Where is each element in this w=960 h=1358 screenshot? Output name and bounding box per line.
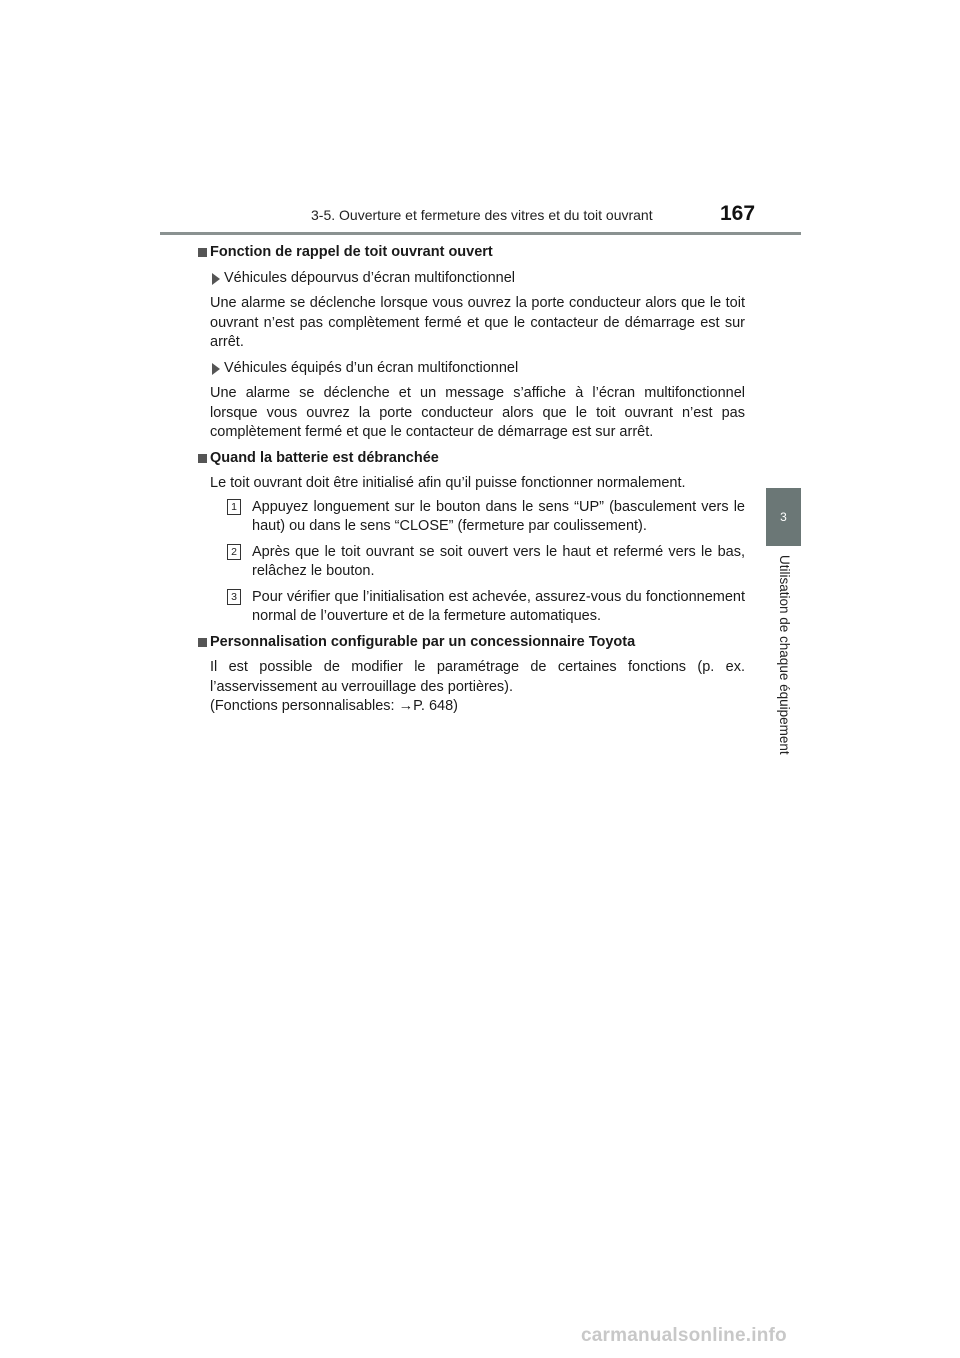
step-text: Après que le toit ouvrant se soit ouvert vers le haut et refermé vers le bas, relâchez le bouton.: [252, 543, 745, 579]
paragraph: Une alarme se déclenche et un message s’affiche à l’écran multifonctionnel lorsque vous ouvrez la porte conducteur alors que le toit ouvrant n’est pas complètement fermé et que le contacteur de démarrage est sur arrêt.: [210, 385, 745, 440]
header-rule: [160, 232, 801, 235]
page-reference[interactable]: (Fonctions personnalisables: →P. 648): [210, 698, 458, 714]
sub-heading-no-display: [210, 269, 745, 289]
section-title: 3-5. Ouverture et fermeture des vitres et du toit ouvrant: [311, 207, 653, 223]
step-number-box: 1: [227, 499, 241, 515]
paragraph: Le toit ouvrant doit être initialisé afin qu’il puisse fonctionner normalement.: [210, 475, 686, 491]
sub-heading-text: Véhicules équipés d’un écran multifonctionnel: [224, 359, 519, 376]
paragraph: Il est possible de modifier le paramétrage de certaines fonctions (p. ex. l’asservissement au verrouillage des portières).: [210, 659, 745, 695]
triangle-bullet-icon: [212, 363, 220, 375]
chapter-number: 3: [780, 510, 787, 524]
step-item: [210, 543, 745, 582]
step-text: Appuyez longuement sur le bouton dans le sens “UP” (basculement vers le haut) ou dans le sens “CLOSE” (fermeture par coulissement).: [252, 498, 745, 534]
watermark-logo: carmanualsonline.info: [581, 1325, 787, 1346]
chapter-tab[interactable]: [766, 488, 801, 546]
section-heading-sunroof-reminder: [210, 243, 745, 263]
sub-heading-text: Véhicules dépourvus d’écran multifonctionnel: [224, 269, 515, 286]
heading-text: Personnalisation configurable par un concessionnaire Toyota: [210, 633, 636, 650]
section-heading-battery: [210, 449, 745, 469]
paragraph: Une alarme se déclenche lorsque vous ouvrez la porte conducteur alors que le toit ouvrant n’est pas complètement fermé et que le contacteur de démarrage est sur arrêt.: [210, 295, 745, 350]
step-number-box: 2: [227, 544, 241, 560]
page-content: [210, 243, 745, 723]
heading-text: Quand la batterie est débranchée: [210, 449, 439, 466]
square-bullet-icon: [198, 248, 207, 257]
heading-text: Fonction de rappel de toit ouvrant ouvert: [210, 244, 493, 260]
sub-heading-with-display: [210, 359, 745, 379]
step-number-box: 3: [227, 589, 241, 605]
section-heading-customization: [210, 633, 745, 653]
chapter-label: Utilisation de chaque équipement: [777, 555, 792, 755]
square-bullet-icon: [198, 638, 207, 647]
square-bullet-icon: [198, 454, 207, 463]
step-text: Pour vérifier que l’initialisation est achevée, assurez-vous du fonctionnement normal de l’ouverture et de la fermeture automatiques.: [252, 588, 745, 624]
step-item: [210, 588, 745, 627]
step-item: [210, 498, 745, 537]
page-number: 167: [720, 202, 756, 225]
triangle-bullet-icon: [212, 273, 220, 285]
